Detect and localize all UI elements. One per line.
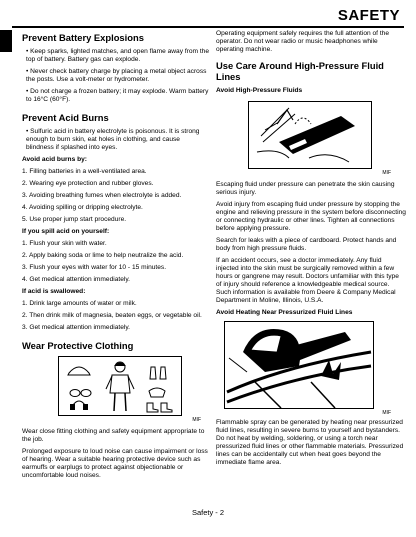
swallow-step-3: 3. Get medical attention immediately. <box>22 324 130 331</box>
heating-near-lines-figure <box>224 321 391 416</box>
heating-near-lines-illustration <box>225 322 373 408</box>
left-column <box>22 30 209 484</box>
spill-step-2: 2. Apply baking soda or lime to help neutralize the acid. <box>22 252 184 259</box>
battery-heading: Prevent Battery Explosions <box>22 32 144 43</box>
high-pressure-fluid-figure <box>248 101 391 176</box>
page-title: SAFETY <box>337 7 400 24</box>
swallow-heading: If acid is swallowed: <box>22 288 86 295</box>
hp-heading: Use Care Around High-Pressure Fluid Lines <box>216 60 384 82</box>
acid-bullet: • Sulfuric acid in battery electrolyte is poisonous. It is strong enough to burn skin, eat holes in clothing, and cause blindness if splashed into eyes. <box>26 128 200 151</box>
hp-sub-heading: Avoid High-Pressure Fluids <box>216 87 303 94</box>
spill-heading: If you spill acid on yourself: <box>22 228 110 235</box>
right-column <box>216 30 406 471</box>
avoid-step-2: 2. Wearing eye protection and rubber gloves. <box>22 180 154 187</box>
page-footer: Safety - 2 <box>191 508 225 517</box>
high-pressure-fluid-illustration <box>249 102 371 168</box>
clothing-heading: Wear Protective Clothing <box>22 340 134 351</box>
avoid-acid-heading: Avoid acid burns by: <box>22 156 87 163</box>
acid-heading: Prevent Acid Burns <box>22 112 109 123</box>
hp-paragraph-1: Escaping fluid under pressure can penetrate the skin causing serious injury. <box>216 181 395 196</box>
heating-sub-heading: Avoid Heating Near Pressurized Fluid Lines <box>216 309 353 316</box>
clothing-paragraph-1: Wear close fitting clothing and safety equipment appropriate to the job. <box>22 428 205 443</box>
hp-paragraph-4: If an accident occurs, see a doctor immediately. Any fluid injected into the skin must be surgically removed within a few hours or gangrene may result. Doctors unfamiliar with this type of injury should reference a knowledgeable medical source. Such information is available from Deere & Company Medical Department in Moline, Illinois, U.S.A. <box>216 257 399 304</box>
heating-paragraph: Flammable spray can be generated by heating near pressurized fluid lines, resulting in severe burns to yourself and bystanders. Do not heat by welding, soldering, or using a torch near pressurized fluid lines or other flammable materials. Pressurized lines can be accidentally cut when heat goes beyond the immediate flame area. <box>216 419 404 466</box>
section-tab-marker <box>0 30 12 52</box>
avoid-step-3: 3. Avoiding breathing fumes when electrolyte is added. <box>22 192 182 199</box>
spill-step-1: 1. Flush your skin with water. <box>22 240 107 247</box>
swallow-step-1: 1. Drink large amounts of water or milk. <box>22 300 137 307</box>
battery-bullet-3: • Do not charge a frozen battery; it may explode. Warm battery to 16°C (60°F). <box>26 88 209 103</box>
heating-figure-label: MIF <box>382 410 391 416</box>
avoid-step-5: 5. Use proper jump start procedure. <box>22 216 127 223</box>
protective-clothing-illustration <box>59 357 181 415</box>
spill-step-3: 3. Flush your eyes with water for 10 - 15 minutes. <box>22 264 167 271</box>
battery-bullet-2: • Never check battery charge by placing a metal object across the posts. Use a volt-meter or hydrometer. <box>26 68 207 83</box>
hp-figure-label: MIF <box>382 170 391 176</box>
spill-step-4: 4. Get medical attention immediately. <box>22 276 130 283</box>
intro-paragraph: Operating equipment safely requires the full attention of the operator. Do not wear radio or music headphones while operating machine. <box>216 30 390 53</box>
protective-clothing-figure <box>58 356 201 423</box>
clothing-paragraph-2: Prolonged exposure to loud noise can cause impairment or loss of hearing. Wear a suitable hearing protective device such as earmuffs or earplugs to protect against objectionable or uncomfortable loud noises. <box>22 448 208 479</box>
clothing-figure-label: MIF <box>192 417 201 423</box>
swallow-step-2: 2. Then drink milk of magnesia, beaten eggs, or vegetable oil. <box>22 312 202 319</box>
hp-paragraph-2: Avoid injury from escaping fluid under pressure by stopping the engine and relieving pressure in the system before disconnecting or connecting hydraulic or other lines. Tighten all connections before applying pressure. <box>216 201 406 232</box>
hp-paragraph-3: Search for leaks with a piece of cardboard. Protect hands and body from high pressure fluids. <box>216 237 397 252</box>
page-header <box>12 6 404 28</box>
avoid-step-1: 1. Filling batteries in a well-ventilated area. <box>22 168 147 175</box>
battery-bullet-1: • Keep sparks, lighted matches, and open flame away from the top of battery. Battery gas can explode. <box>26 48 210 63</box>
avoid-step-4: 4. Avoiding spilling or dripping electrolyte. <box>22 204 143 211</box>
